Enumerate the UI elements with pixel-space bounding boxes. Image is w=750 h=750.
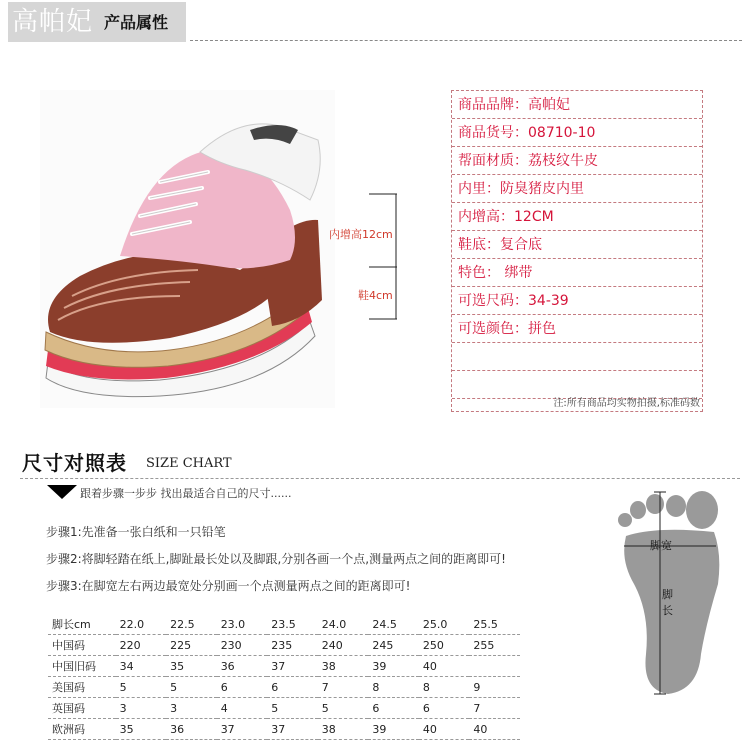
table-cell: 3 [116,698,167,719]
china-old-size-row [48,656,520,677]
table-cell: 39 [368,656,419,677]
triangle-marker-icon [47,485,77,499]
table-cell: 245 [368,635,419,656]
table-cell: 6 [368,698,419,719]
table-cell: 25.0 [419,614,470,635]
table-row-header: 美国码 [48,677,116,698]
size-table [48,614,520,740]
table-cell: 4 [217,698,268,719]
table-cell: 35 [166,656,217,677]
table-cell: 3 [166,698,217,719]
table-cell: 235 [267,635,318,656]
step-1-text: 步骤1:先准备一张白纸和一只铅笔 [46,525,226,539]
brand-logo-text: 高帕妃 [12,7,94,37]
step-3-text: 步骤3:在脚宽左右两边最宽处分别画一个点测量两点之间的距离即可! [46,579,411,593]
table-cell [469,656,520,677]
table-cell: 25.5 [469,614,520,635]
table-cell: 8 [419,677,470,698]
property-sole: 鞋底：复合底 [452,231,702,259]
table-row-header: 英国码 [48,698,116,719]
property-upper-material: 帮面材质：荔枝纹牛皮 [452,147,702,175]
photo-note: 注:所有商品均实物拍摄,标准码数 [553,398,700,409]
property-feature: 特色： 绑带 [452,259,702,287]
follow-steps-text: 跟着步骤一步步 找出最适合自己的尺寸...... [80,487,292,500]
property-sizes: 可选尺码：34-39 [452,287,702,315]
table-row-header: 欧洲码 [48,719,116,740]
foot-width-label: 脚宽 [650,539,672,552]
table-cell: 255 [469,635,520,656]
property-empty-row-1 [452,343,702,371]
foot-length-row [48,614,520,635]
table-cell: 38 [318,719,369,740]
table-cell: 23.0 [217,614,268,635]
size-chart-title: 尺寸对照表 [22,451,127,475]
sole-height-label: 鞋4cm [358,289,393,302]
table-cell: 22.5 [166,614,217,635]
table-cell: 35 [116,719,167,740]
table-cell: 23.5 [267,614,318,635]
table-cell: 250 [419,635,470,656]
table-cell: 6 [217,677,268,698]
table-cell: 36 [217,656,268,677]
shoe-image [40,100,340,420]
table-row-header: 中国旧码 [48,656,116,677]
property-brand: 商品品牌：高帕妃 [452,91,702,119]
table-cell: 40 [469,719,520,740]
eu-size-row [48,719,520,740]
size-chart-divider [20,478,740,479]
table-cell: 22.0 [116,614,167,635]
table-cell: 40 [419,719,470,740]
table-cell: 39 [368,719,419,740]
foot-length-label-1: 脚 [662,588,673,601]
table-cell: 24.5 [368,614,419,635]
table-cell: 37 [267,656,318,677]
inner-height-label: 内增高12cm [329,228,393,241]
table-cell: 7 [318,677,369,698]
property-item-number: 商品货号：08710-10 [452,119,702,147]
china-size-row [48,635,520,656]
table-cell: 9 [469,677,520,698]
table-row-header: 脚长cm [48,614,116,635]
table-cell: 6 [419,698,470,719]
property-lining: 内里：防臭猪皮内里 [452,175,702,203]
table-cell: 225 [166,635,217,656]
product-properties-table [451,90,703,412]
us-size-row [48,677,520,698]
table-cell: 8 [368,677,419,698]
table-cell: 38 [318,656,369,677]
uk-size-row [48,698,520,719]
table-cell: 5 [166,677,217,698]
table-cell: 5 [116,677,167,698]
table-cell: 220 [116,635,167,656]
header-divider [190,40,742,41]
table-cell: 6 [267,677,318,698]
table-cell: 37 [267,719,318,740]
table-cell: 240 [318,635,369,656]
table-cell: 34 [116,656,167,677]
table-cell: 5 [267,698,318,719]
table-cell: 36 [166,719,217,740]
table-cell: 230 [217,635,268,656]
table-cell: 24.0 [318,614,369,635]
property-inner-height: 内增高：12CM [452,203,702,231]
table-cell: 7 [469,698,520,719]
table-cell: 5 [318,698,369,719]
table-cell: 40 [419,656,470,677]
foot-length-label-2: 长 [662,604,673,617]
size-chart-subtitle: SIZE CHART [146,456,232,471]
table-cell: 37 [217,719,268,740]
step-2-text: 步骤2:将脚轻踏在纸上,脚趾最长处以及脚跟,分别各画一个点,测量两点之间的距离即可! [46,552,506,566]
table-row-header: 中国码 [48,635,116,656]
section-title: 产品属性 [104,13,169,32]
property-colors: 可选颜色：拼色 [452,315,702,343]
